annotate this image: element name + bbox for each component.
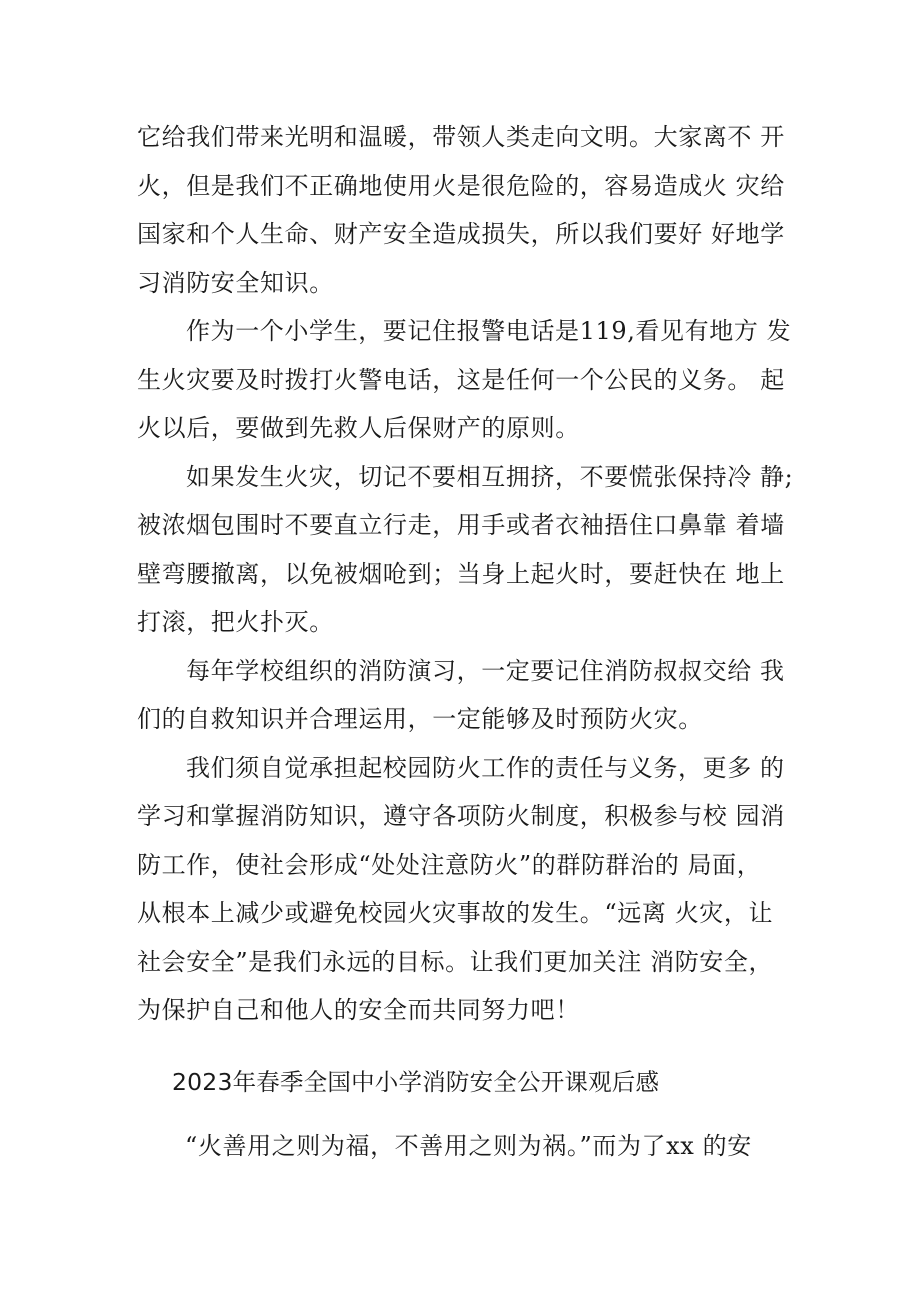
text-line: 生火灾要及时拨打火警电话，这是任何一个公民的义务。 起: [137, 365, 785, 394]
text-line: 社会安全”是我们永远的目标。让我们更加关注 消防安全，: [137, 947, 774, 976]
text-line: 国家和个人生命、财产安全造成损失，所以我们要好 好地学: [137, 220, 785, 248]
section-title: 2023年春季全国中小学消防安全公开课观后感: [172, 1068, 660, 1096]
text-line: 壁弯腰撤离，以免被烟呛到；当身上起火时，要赶快在 地上: [137, 559, 785, 588]
paragraph: [137, 307, 817, 453]
text-line: 作为一个小学生，要记住报警电话是119,看见有地方 发: [186, 317, 792, 345]
next-paragraph-start: “火善用之则为福，不善用之则为祸。”而为了xx 的安: [185, 1132, 752, 1160]
text-line: 火，但是我们不正确地使用火是很危险的，容易造成火 灾给: [137, 171, 785, 200]
text-line: 打滚，把火扑灭。: [137, 608, 334, 636]
text-line: 学习和掌握消防知识，遵守各项防火制度，积极参与校 园消: [137, 802, 785, 830]
paragraph: [137, 744, 817, 1035]
paragraph: [137, 113, 817, 307]
text-line: 防工作，使社会形成“处处注意防火”的群防群治的 局面，: [137, 850, 762, 879]
paragraph: [137, 647, 817, 744]
text-line: 每年学校组织的消防演习，一定要记住消防叔叔交给 我: [186, 656, 785, 685]
document-body: [137, 113, 817, 1035]
text-line: 们的自救知识并合理运用，一定能够及时预防火灾。: [137, 705, 703, 733]
text-line: 它给我们带来光明和温暖，带领人类走向文明。大家离不 开: [137, 123, 785, 151]
text-line: 从根本上减少或避免校园火灾事故的发生。“远离 火灾，让: [137, 899, 774, 927]
text-line: 我们须自觉承担起校园防火工作的责任与义务，更多 的: [186, 753, 785, 782]
text-line: 为保护自己和他人的安全而共同努力吧！: [137, 996, 580, 1024]
text-line: 被浓烟包围时不要直立行走，用手或者衣袖捂住口鼻靠 着墙: [137, 511, 785, 539]
paragraph: [137, 453, 817, 647]
text-line: 如果发生火灾，切记不要相互拥挤，不要慌张保持冷 静;: [186, 462, 794, 491]
text-line: 习消防安全知识。: [137, 268, 334, 297]
text-line: 火以后，要做到先救人后保财产的原则。: [137, 414, 580, 442]
